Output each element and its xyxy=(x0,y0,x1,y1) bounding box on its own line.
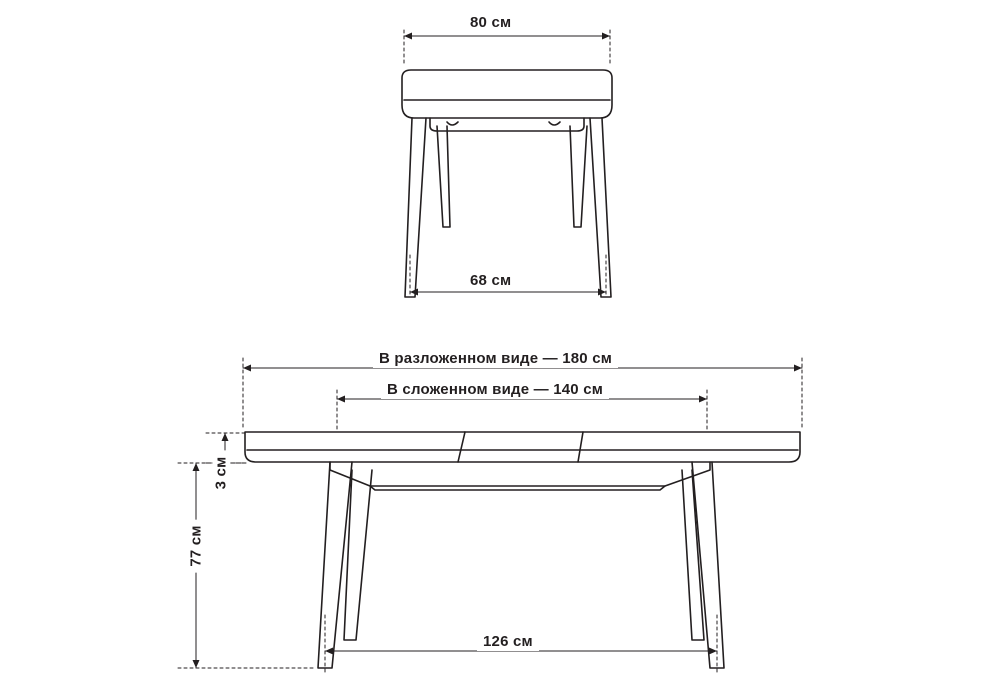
dimension-label-top-depth: 68 см xyxy=(464,272,517,290)
dimension-label-top-width: 80 см xyxy=(464,14,517,32)
dimension-label-folded-length: В сложенном виде — 140 см xyxy=(381,381,609,399)
dim-top-width xyxy=(404,30,610,66)
dimension-label-tabletop-thickness: 3 см xyxy=(212,451,230,496)
dimension-label-base-length: 126 см xyxy=(477,633,539,651)
dimension-label-total-height: 77 см xyxy=(188,519,206,572)
front-view-table xyxy=(402,70,612,297)
dimension-label-unfolded-length: В разложенном виде — 180 см xyxy=(373,350,618,368)
